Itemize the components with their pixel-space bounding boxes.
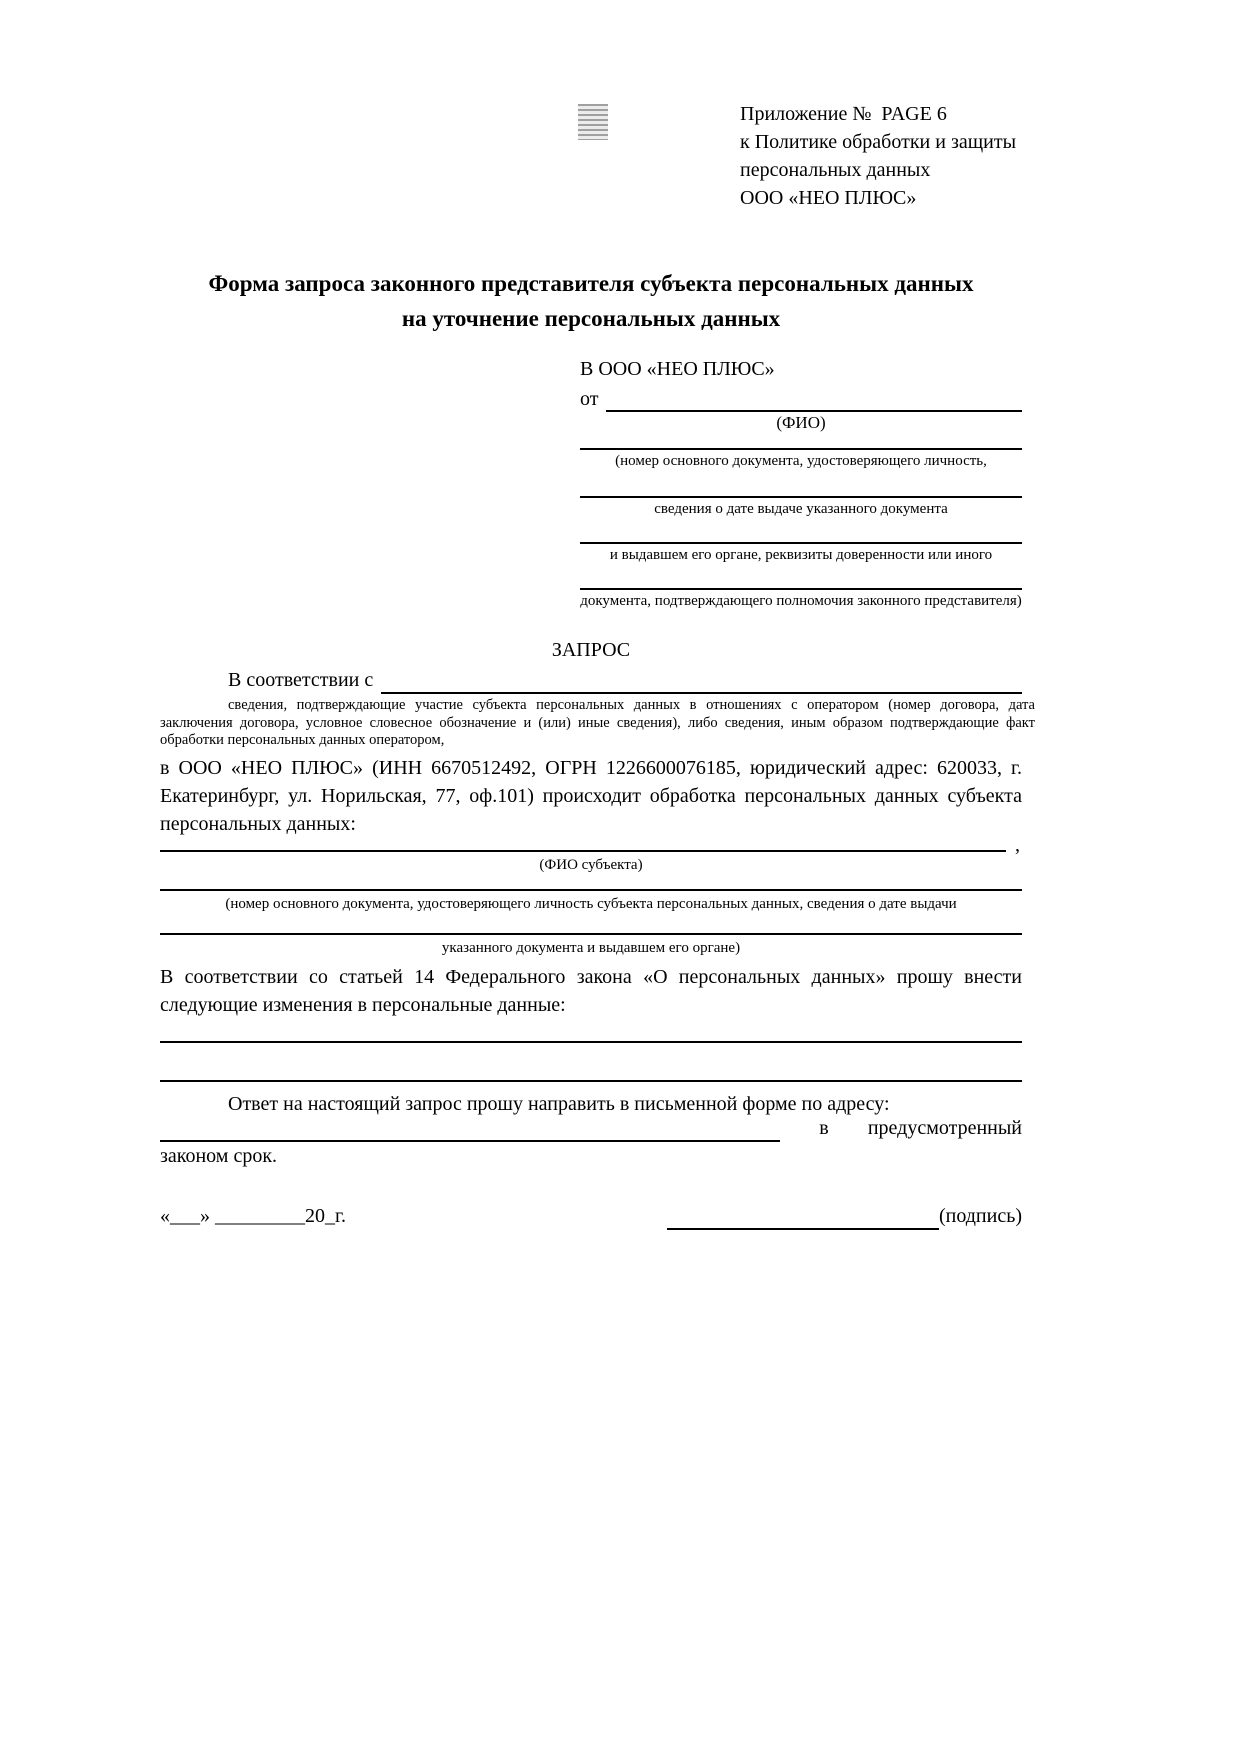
fill-line-doc-date <box>580 470 1022 498</box>
fill-line-basis <box>381 670 1022 694</box>
caption-subject-fio: (ФИО субъекта) <box>539 856 643 873</box>
fill-line-authority-doc <box>580 564 1022 590</box>
intro-label: В соответствии с <box>228 669 374 691</box>
subject-line-comma: , <box>1015 833 1020 856</box>
header-line-policy: к Политике обработки и защиты <box>740 131 1017 153</box>
answer-address-row <box>160 1118 1022 1142</box>
addressee-to: В ООО «НЕО ПЛЮС» <box>580 358 775 380</box>
request-body <box>160 638 1035 1230</box>
fill-line-changes-1 <box>160 1019 1022 1043</box>
addressee-block <box>580 356 1022 610</box>
fill-line-signature <box>667 1208 939 1230</box>
intro-row <box>160 668 1022 694</box>
header-block <box>740 100 1060 212</box>
caption-authority-doc: документа, подтверждающего полномочия законного представителя) <box>580 593 1022 609</box>
caption-subject-doc-1: (номер основного документа, удостоверяющего личность субъекта персональных данных, сведения о дате выдачи <box>225 895 957 912</box>
caption-subject-doc-2: указанного документа и выдавшем его органе) <box>441 939 741 956</box>
answer-closing: законом срок. <box>160 1144 278 1167</box>
fill-line-doc-number <box>580 432 1022 450</box>
answer-tail-word-2: предусмотренный <box>867 1116 1022 1139</box>
page-field-stamp-icon <box>578 104 608 140</box>
document-title-line1: Форма запроса законного представителя субъекта персональных данных <box>208 271 974 296</box>
header-line-appendix: Приложение № PAGE 6 <box>740 103 947 125</box>
caption-doc-number: (номер основного документа, удостоверяющего личность, <box>615 453 987 469</box>
from-label: от <box>580 388 599 410</box>
document-title <box>140 266 1042 336</box>
header-line-personal-data: персональных данных <box>740 159 931 181</box>
footer-row <box>160 1202 1022 1230</box>
signature-group <box>667 1202 1022 1230</box>
caption-doc-date: сведения о дате выдаче указанного документа <box>654 501 948 517</box>
answer-tail-word-1: в <box>819 1116 829 1139</box>
caption-doc-issuer: и выдавшем его органе, реквизиты доверенности или иного <box>609 547 993 563</box>
fill-line-subject-fio <box>160 850 1006 852</box>
fill-line-doc-issuer <box>580 518 1022 544</box>
fill-line-subject-doc <box>160 874 1022 891</box>
request-heading: ЗАПРОС <box>551 639 631 661</box>
fill-line-answer-address <box>160 1122 780 1142</box>
date-blank: «___» _________20_г. <box>160 1204 346 1227</box>
caption-signature: (подпись) <box>938 1204 1022 1227</box>
answer-paragraph: Ответ на настоящий запрос прошу направить в письменной форме по адресу: <box>228 1092 890 1115</box>
subject-fio-row <box>160 833 1022 856</box>
caption-fio: (ФИО) <box>776 413 826 432</box>
fill-line-changes-2 <box>160 1043 1022 1082</box>
from-row <box>580 386 1022 412</box>
fill-line-subject-doc-issuer <box>160 913 1022 935</box>
header-line-company: ООО «НЕО ПЛЮС» <box>740 187 917 209</box>
law-paragraph: В соответствии со статьей 14 Федерального закона «О персональных данных» прошу внести следующие изменения в персональные данные: <box>160 965 1022 1016</box>
fine-print-note: сведения, подтверждающие участие субъекта персональных данных в отношениях с оператором (номер договора, дата заключения договора, условное словесное обозначение и (или) иные сведения), либо сведения, иным образом подтверждающие факт обработки персональных данных оператором, <box>160 697 1035 748</box>
document-title-line2: на уточнение персональных данных <box>401 306 781 331</box>
fill-line-fio <box>606 388 1022 412</box>
operator-paragraph: в ООО «НЕО ПЛЮС» (ИНН 6670512492, ОГРН 1226600076185, юридический адрес: 620033, г. Екатеринбург, ул. Норильская, 77, оф.101) происходит обработка персональных данных субъекта персональных данных: <box>160 756 1022 835</box>
